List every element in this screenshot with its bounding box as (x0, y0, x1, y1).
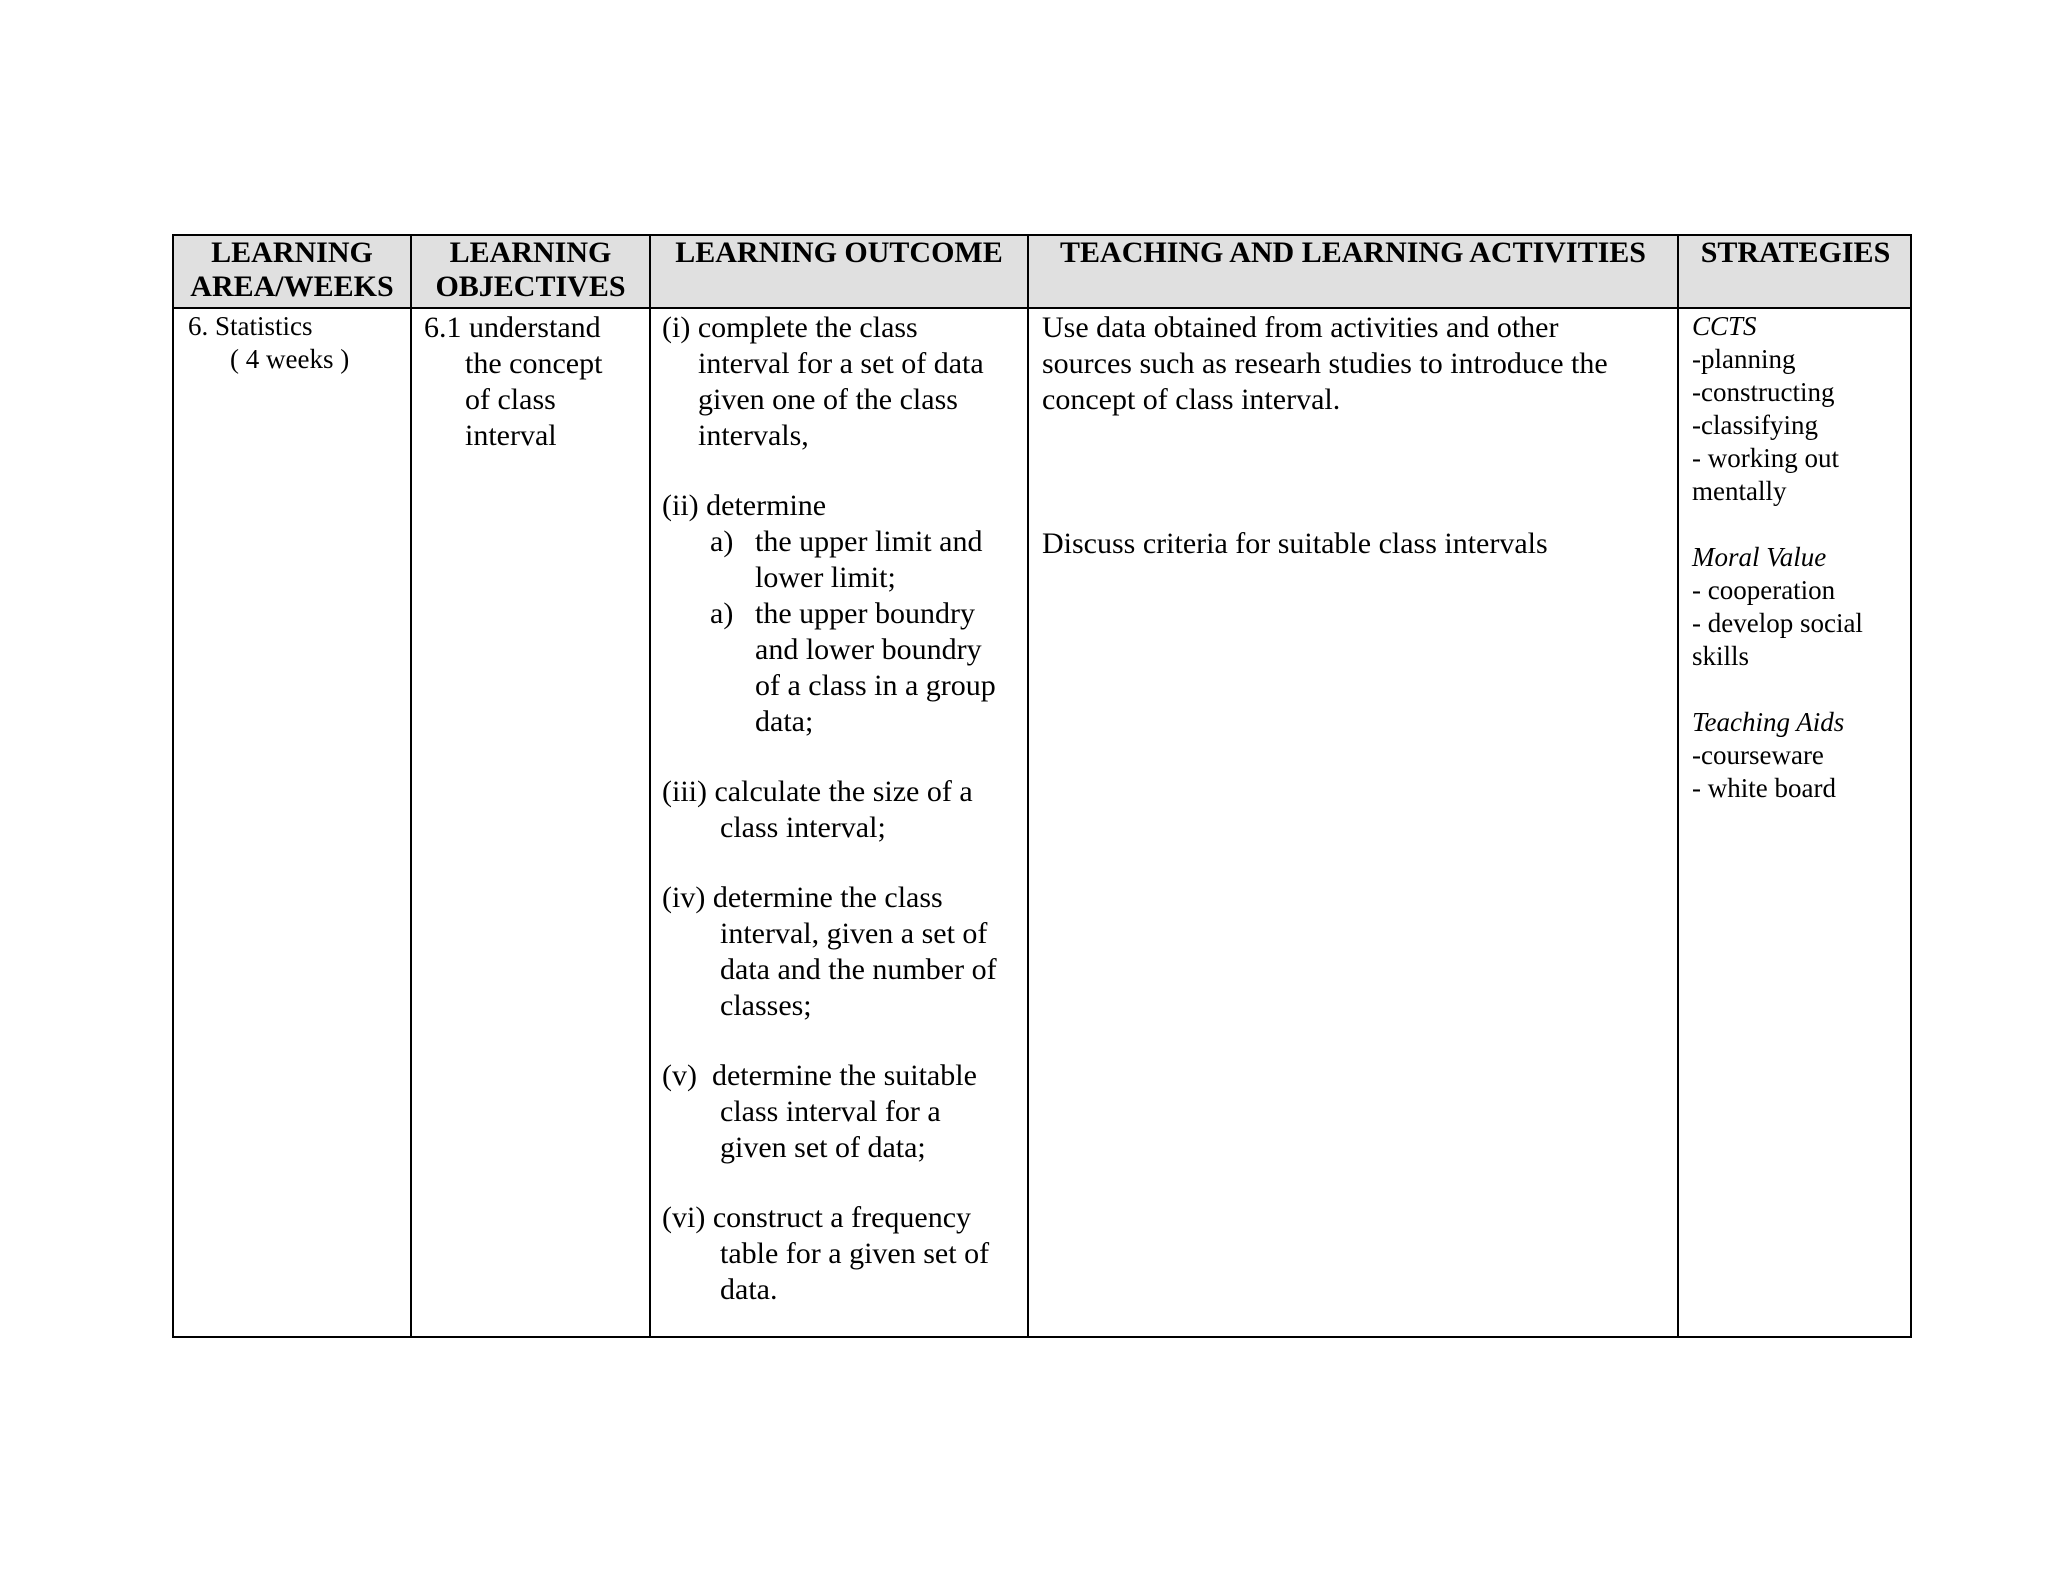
outcome-item: (iii) calculate the size of a class interval; (662, 775, 973, 844)
activity-item: Use data obtained from activities and other sources such as researh studies to introduce the concept of class interval. (1042, 311, 1608, 416)
outcome-subitem: a) the upper boundry and lower boundry of a class in a group data; (710, 597, 996, 738)
teaching-activities-cell (1042, 310, 1677, 562)
topic-label: 6. Statistics (188, 311, 313, 341)
learning-outcome-cell (662, 310, 1027, 1308)
teaching-aids-section: Teaching Aids -courseware - white board (1692, 706, 1912, 805)
learning-objective-cell: 6.1 understand the concept of class interval (424, 311, 603, 452)
header-teaching-activities: TEACHING AND LEARNING ACTIVITIES (1060, 236, 1646, 269)
teaching-aids-heading: Teaching Aids (1692, 707, 1845, 737)
learning-area-cell (188, 310, 408, 376)
outcome-item: (iv) determine the class interval, given a set of data and the number of classes; (662, 881, 997, 1022)
header-learning-objectives: LEARNING OBJECTIVES (435, 236, 626, 303)
moral-value-heading: Moral Value (1692, 542, 1827, 572)
column-divider (1027, 236, 1029, 1336)
outcome-item: (i) complete the class interval for a set of data given one of the class intervals, (662, 311, 984, 452)
column-divider (649, 236, 651, 1336)
strategies-cell (1692, 310, 1912, 805)
header-learning-outcome: LEARNING OUTCOME (675, 236, 1003, 269)
outcome-subitem: a) the upper limit and lower limit; (710, 525, 983, 594)
column-divider (410, 236, 412, 1336)
activity-item: Discuss criteria for suitable class intervals (1042, 527, 1548, 560)
column-divider (1677, 236, 1679, 1336)
header-strategies: STRATEGIES (1700, 236, 1891, 269)
ccts-section: CCTS -planning -constructing -classifying - working out mentally (1692, 310, 1912, 508)
outcome-item: (vi) construct a frequency table for a given set of data. (662, 1201, 990, 1306)
curriculum-table (172, 234, 1912, 1338)
moral-value-section: Moral Value - cooperation - develop social skills (1692, 541, 1912, 673)
duration-label: ( 4 weeks ) (230, 344, 350, 374)
header-learning-area: LEARNING AREA/WEEKS (190, 236, 394, 303)
outcome-item: (v) determine the suitable class interval for a given set of data; (662, 1059, 977, 1164)
ccts-heading: CCTS (1692, 311, 1757, 341)
outcome-item: (ii) determine a) the upper limit and lower limit; a) the upper boundry and lower boundry of a class in a group data; (662, 488, 1027, 740)
